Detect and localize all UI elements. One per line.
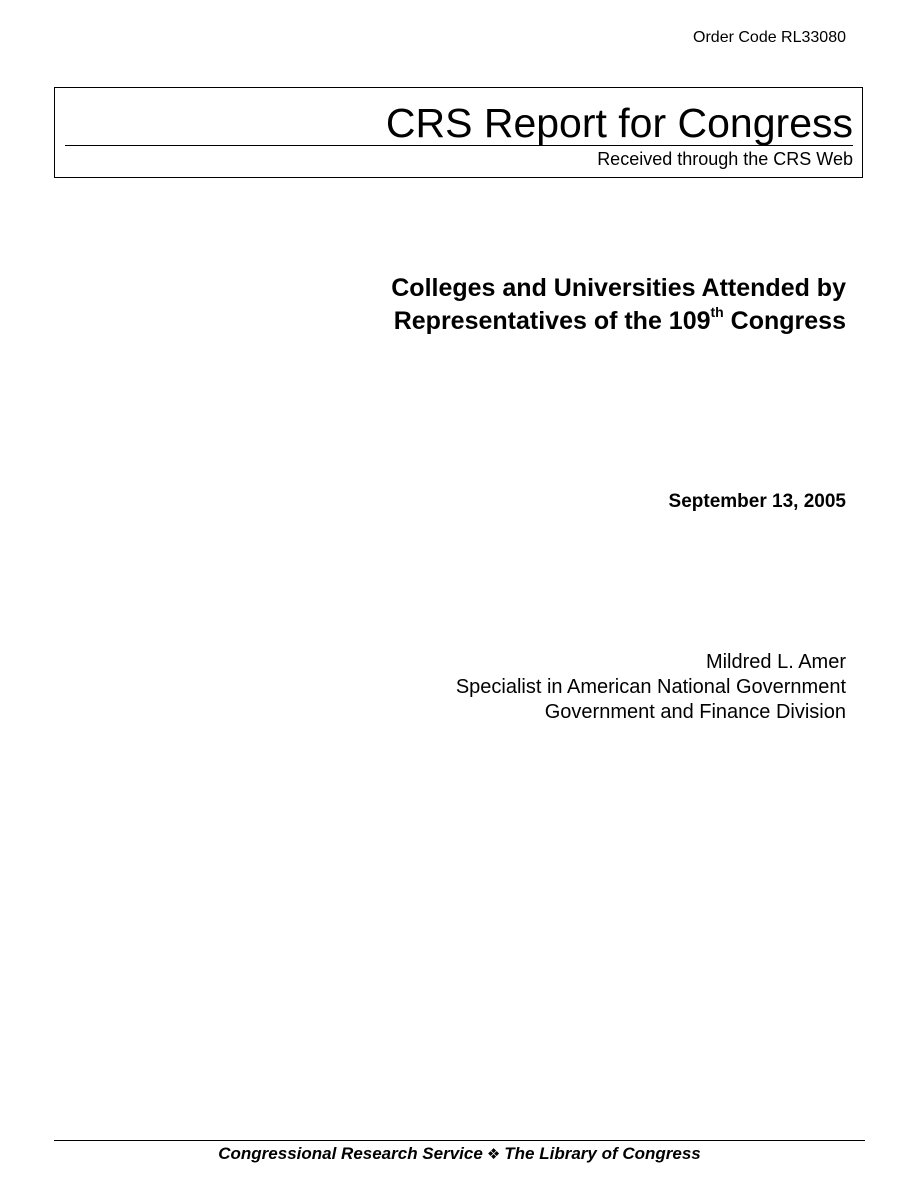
report-date: September 13, 2005: [668, 491, 846, 512]
footer-right-text: The Library of Congress: [504, 1144, 701, 1163]
report-title-ordinal-superscript: th: [710, 303, 724, 320]
footer-text: [54, 1143, 865, 1166]
masthead-box: [54, 87, 863, 178]
report-title-line-2-suffix: Congress: [723, 307, 846, 335]
report-title-line-1: Colleges and Universities Attended by: [391, 274, 846, 302]
diamond-separator-icon: ❖: [486, 1146, 501, 1163]
report-title-line-2: [246, 305, 846, 338]
order-code: Order Code RL33080: [693, 29, 846, 46]
author-block: [246, 650, 846, 725]
masthead-divider: [65, 145, 853, 146]
footer-divider: [54, 1140, 865, 1141]
author-name: Mildred L. Amer: [705, 651, 846, 673]
report-title: [246, 272, 846, 338]
author-division: Government and Finance Division: [544, 701, 846, 723]
report-title-line-2-prefix: Representatives of the 109: [393, 307, 711, 335]
author-position: Specialist in American National Government: [455, 676, 846, 698]
masthead-subtitle: Received through the CRS Web: [597, 149, 853, 169]
footer-left-text: Congressional Research Service: [218, 1144, 483, 1163]
masthead-title: CRS Report for Congress: [385, 100, 853, 146]
